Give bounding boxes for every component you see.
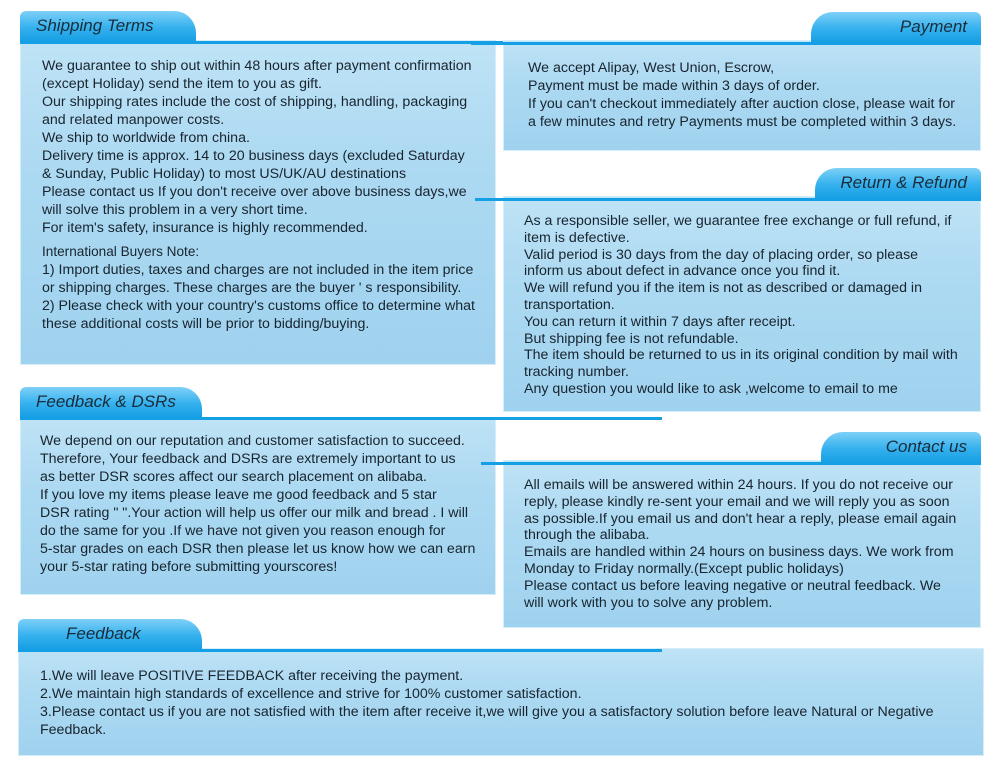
- text-line: transportation.: [524, 296, 615, 313]
- contact-us-title: Contact us: [821, 432, 981, 462]
- shipping-terms-title: Shipping Terms: [20, 11, 196, 41]
- text-line: or shipping charges. These charges are the buyer ' s responsibility.: [42, 280, 462, 296]
- text-line: these additional costs will be prior to bidding/buying.: [42, 316, 370, 332]
- text-line: We accept Alipay, West Union, Escrow,: [528, 60, 775, 76]
- text-line: reply, please kindly re-sent your email and we will reply you as soon: [524, 493, 950, 510]
- text-line: If you love my items please leave me good feedback and 5 star: [40, 487, 437, 503]
- text-line: do the same for you .If we have not given you reason enough for: [40, 523, 446, 539]
- text-line: 5-star grades on each DSR then please let us know how we can earn: [40, 541, 476, 557]
- text-line: a few minutes and retry Payments must be completed within 3 days.: [528, 114, 957, 130]
- text-line: item is defective.: [524, 229, 630, 246]
- feedback-dsrs-text: [40, 432, 475, 576]
- text-line: 3.Please contact us if you are not satisfied with the item after receive it,we will give you a satisfactory solution before leave Natural or Negative: [40, 704, 934, 720]
- text-line: Therefore, Your feedback and DSRs are extremely important to us: [40, 451, 456, 467]
- text-line: We will refund you if the item is not as described or damaged in: [524, 280, 922, 297]
- text-line: as possible.If you email us and don't hear a reply, please email again: [524, 510, 957, 527]
- text-line: If you can't checkout immediately after auction close, please wait for: [528, 96, 955, 112]
- payment-text: [528, 59, 956, 131]
- text-line: Please contact us If you don't receive over above business days,we: [42, 184, 467, 200]
- text-line: (except Holiday) send the item to you as gift.: [42, 76, 322, 92]
- text-line: You can return it within 7 days after receipt.: [524, 313, 796, 330]
- text-line: We guarantee to ship out within 48 hours after payment confirmation: [42, 58, 472, 74]
- shipping-terms-text: [42, 57, 475, 333]
- feedback-title: Feedback: [18, 619, 202, 649]
- payment-title: Payment: [811, 12, 981, 42]
- feedback-dsrs-title: Feedback & DSRs: [20, 387, 202, 417]
- text-line: All emails will be answered within 24 hours. If you do not receive our: [524, 477, 953, 493]
- text-line: Payment must be made within 3 days of order.: [528, 78, 820, 94]
- return-refund-text: [524, 213, 958, 398]
- contact-us-text: [524, 477, 956, 611]
- text-line: will solve this problem in a very short time.: [42, 202, 308, 218]
- text-line: 2) Please check with your country's customs office to determine what: [42, 298, 475, 314]
- text-line: Our shipping rates include the cost of shipping, handling, packaging: [42, 94, 468, 110]
- text-line: 1.We will leave POSITIVE FEEDBACK after receiving the payment.: [40, 668, 464, 684]
- text-line: inform us about defect in advance once you find it.: [524, 263, 841, 280]
- text-line: International Buyers Note:: [42, 244, 200, 259]
- text-line: We depend on our reputation and customer satisfaction to succeed.: [40, 433, 465, 449]
- text-line: Feedback.: [40, 722, 107, 738]
- text-line: as better DSR scores affect our search placement on alibaba.: [40, 469, 427, 485]
- text-line: Delivery time is approx. 14 to 20 business days (excluded Saturday: [42, 148, 465, 164]
- feedback-text: [40, 667, 933, 739]
- text-line: Emails are handled within 24 hours on business days. We work from: [524, 544, 954, 561]
- text-line: The item should be returned to us in its original condition by mail with: [524, 347, 958, 364]
- text-line: As a responsible seller, we guarantee free exchange or full refund, if: [524, 213, 952, 229]
- text-line: and related manpower costs.: [42, 112, 225, 128]
- text-line: through the alibaba.: [524, 527, 650, 544]
- text-line: & Sunday, Public Holiday) to most US/UK/AU destinations: [42, 166, 407, 182]
- text-line: will work with you to solve any problem.: [524, 594, 773, 611]
- text-line: Please contact us before leaving negative or neutral feedback. We: [524, 577, 941, 594]
- text-line: Valid period is 30 days from the day of placing order, so please: [524, 246, 919, 263]
- text-line: 2.We maintain high standards of excellence and strive for 100% customer satisfaction.: [40, 686, 582, 702]
- text-line: 1) Import duties, taxes and charges are not included in the item price: [42, 262, 474, 278]
- text-line: Any question you would like to ask ,welcome to email to me: [524, 380, 898, 397]
- return-refund-title: Return & Refund: [815, 168, 981, 198]
- text-line: your 5-star rating before submitting yourscores!: [40, 559, 338, 575]
- text-line: We ship to worldwide from china.: [42, 130, 250, 146]
- text-line: For item's safety, insurance is highly recommended.: [42, 220, 368, 236]
- text-line: Monday to Friday normally.(Except public holidays): [524, 560, 844, 577]
- text-line: tracking number.: [524, 364, 629, 381]
- text-line: DSR rating " ".Your action will help us offer our milk and bread . I will: [40, 505, 469, 521]
- text-line: But shipping fee is not refundable.: [524, 330, 739, 347]
